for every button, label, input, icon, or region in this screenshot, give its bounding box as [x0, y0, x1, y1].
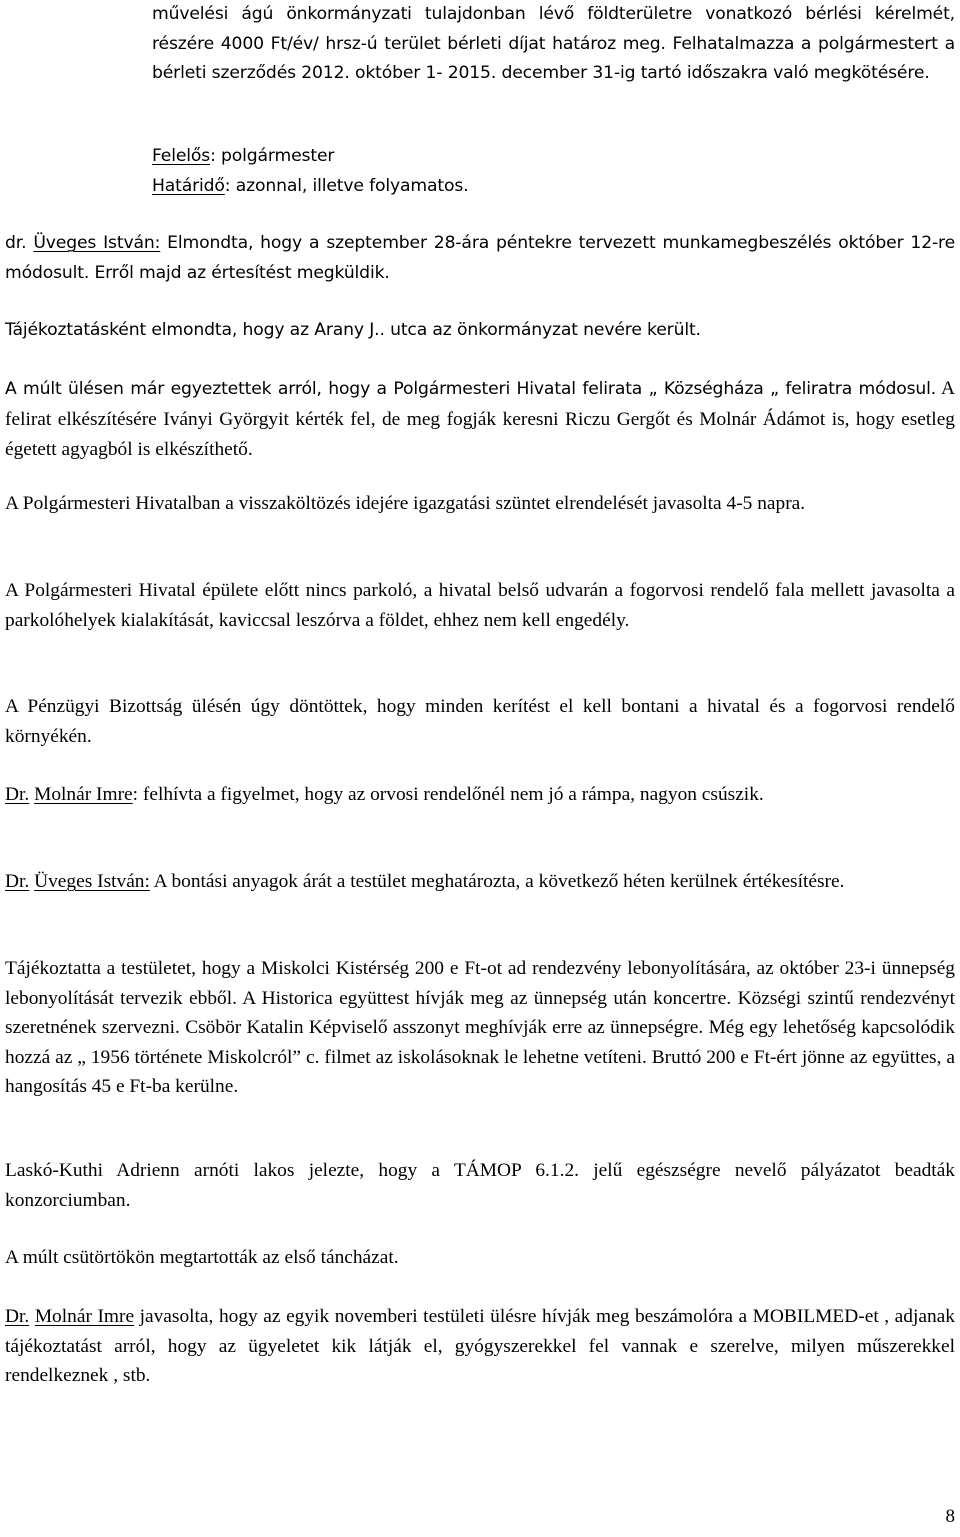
- land-lease-text: művelési ágú önkormányzati tulajdonban lévő földterületre vonatkozó bérlési kérelmét, részére 4000 Ft/év/ hrsz-ú terület bérleti díjat határoz meg. Felhatalmazza a polgármestert a bérleti szerződés 2012. október 1- 2015. december 31-ig tartó időszakra való megkötésére.: [152, 4, 955, 83]
- paragraph-demolition-materials: [5, 867, 955, 897]
- speaker-name: Üveges István:: [33, 233, 161, 253]
- paragraph-meeting-postponed: [5, 229, 955, 288]
- paragraph-tamop: [5, 1156, 955, 1215]
- paragraph-admin-break: [5, 489, 955, 519]
- responsible-label: Felelős: [152, 146, 211, 166]
- paragraph-dance-house: [5, 1243, 955, 1273]
- paragraph-fence: [5, 692, 955, 751]
- parking-text: A Polgármesteri Hivatal épülete előtt nincs parkoló, a hivatal belső udvarán a fogorvosi rendelő fala mellett javasolta a parkolóhelyek kialakítását, kaviccsal leszórva a földet, ehhez nem kell engedély.: [5, 580, 955, 631]
- speaker-prefix: Dr.: [5, 871, 30, 892]
- speaker-name: Molnár Imre: [34, 784, 133, 805]
- ramp-text: : felhívta a figyelmet, hogy az orvosi rendelőnél nem jó a rámpa, nagyon csúszik.: [132, 784, 764, 805]
- admin-break-text: A Polgármesteri Hivatalban a visszaköltözés idejére igazgatási szüntet elrendelését javasolta 4-5 napra.: [5, 493, 806, 514]
- paragraph-ramp: [5, 780, 955, 810]
- dance-house-text: A múlt csütörtökön megtartották az első táncházat.: [5, 1247, 399, 1268]
- paragraph-october-event: [5, 954, 955, 1102]
- deadline-value: : azonnal, illetve folyamatos.: [224, 175, 469, 196]
- signboard-text-a: A múlt ülésen már egyeztettek arról, hogy a Polgármesteri Hivatal felirata „ Községháza „ feliratra módosul.: [5, 379, 937, 399]
- paragraph-parking: [5, 576, 955, 635]
- arany-street-text: Tájékoztatásként elmondta, hogy az Arany J.. utca az önkormányzat nevére került.: [5, 320, 701, 340]
- responsible-value: : polgármester: [210, 146, 335, 166]
- paragraph-mobilmed: [5, 1302, 955, 1391]
- deadline-label: Határidő: [152, 175, 225, 196]
- paragraph-signboard: [5, 374, 955, 466]
- speaker-prefix: Dr.: [5, 1306, 30, 1327]
- demolition-materials-text: A bontási anyagok árát a testület meghatározta, a következő héten kerülnek értékesítésre.: [149, 871, 845, 892]
- paragraph-arany-street: [5, 316, 955, 346]
- speaker-prefix: Dr.: [5, 784, 30, 805]
- page-number: 8: [945, 1506, 955, 1527]
- october-event-text: Tájékoztatta a testületet, hogy a Miskolci Kistérség 200 e Ft-ot ad rendezvény lebonyolítására, az október 23-i ünnepség lebonyolítását tervezik ebből. A Historica együttest hívják meg az ünnepség után koncertre. Községi szintű rendezvényt szeretnének szervezni. Csöbör Katalin Képviselő asszonyt meghívják erre az ünnepségre. Még egy lehetőség kapcsolódik hozzá az „ 1956 története Miskolcról” c. filmet az iskolásoknak le lehetne vetíteni. Bruttó 200 e Ft-ért jönne az együttes, a hangosítás 45 e Ft-ba kerülne.: [5, 958, 955, 1097]
- speaker-prefix: dr.: [5, 233, 34, 253]
- signboard-text-b: A felirat elkészítésére Iványi Györgyit kérték fel, de meg fogják keresni Riczu Gergőt és Molnár Ádámot is, hogy esetleg égetett agyagból is elkészíthető.: [5, 378, 955, 460]
- paragraph-land-lease-decision: [152, 0, 955, 89]
- speaker-name: Molnár Imre: [34, 1306, 135, 1327]
- tamop-text: Laskó-Kuthi Adrienn arnóti lakos jelezte, hogy a TÁMOP 6.1.2. jelű egészségre nevelő pályázatot beadták konzorciumban.: [5, 1160, 955, 1211]
- fence-text: A Pénzügyi Bizottság ülésén úgy döntöttek, hogy minden kerítést el kell bontani a hivatal és a fogorvosi rendelő környékén.: [5, 696, 955, 747]
- speaker-name: Üveges István:: [34, 871, 150, 892]
- paragraph-responsible-deadline: [152, 142, 955, 201]
- meeting-postponed-text: Elmondta, hogy a szeptember 28-ára péntekre tervezett munkamegbeszélés október 12-re módosult. Erről majd az értesítést megküldik.: [5, 233, 956, 283]
- mobilmed-text: javasolta, hogy az egyik novemberi testületi ülésre hívják meg beszámolóra a MOBILMED-et , adjanak tájékoztatást arról, hogy az ügyeletet kik látják el, gyógyszerekkel fel vannak e szerelve, milyen műszerekkel rendelkeznek , stb.: [5, 1306, 955, 1386]
